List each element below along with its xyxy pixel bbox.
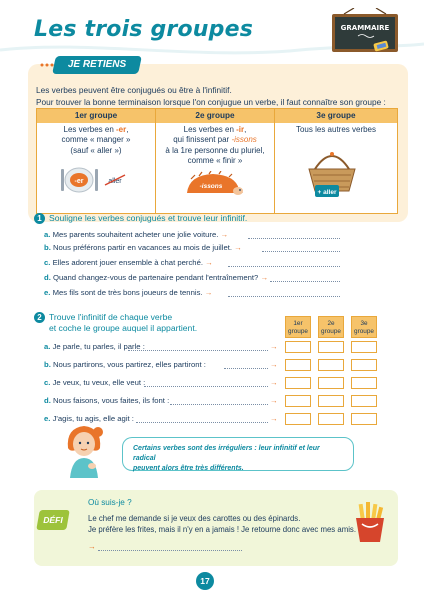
col-head-group-1: 1er groupe xyxy=(285,316,311,338)
ex2-answer-line-d[interactable] xyxy=(170,404,268,405)
defi-answer-line[interactable] xyxy=(98,550,242,551)
intro-line-1: Les verbes peuvent être conjugués ou être à l'infinitif. xyxy=(36,85,232,95)
svg-text:-er: -er xyxy=(74,178,84,185)
chalkboard-icon xyxy=(330,8,400,56)
col-head-group-2: 2e groupe xyxy=(318,316,344,338)
ex1-answer-line-e[interactable] xyxy=(228,296,340,297)
col-divider xyxy=(155,109,156,213)
check-a-group-2[interactable] xyxy=(318,341,344,353)
check-e-group-2[interactable] xyxy=(318,413,344,425)
bubble-line-1: Certains verbes sont des irréguliers : leur infinitif et leur radical xyxy=(133,445,320,462)
check-d-group-2[interactable] xyxy=(318,395,344,407)
exercise-2-title-1: Trouve l'infinitif de chaque verbe xyxy=(49,312,173,322)
group-1-header: 1er groupe xyxy=(37,109,155,123)
check-d-group-1[interactable] xyxy=(285,395,311,407)
ex2-arrow-a: → xyxy=(270,342,278,351)
ex2-item-a: a. Je parle, tu parles, il parle : xyxy=(44,342,145,351)
ex2-item-c: c. Je veux, tu veux, elle veut : xyxy=(44,378,146,387)
exercise-1-title: Souligne les verbes conjugués et trouve leur infinitif. xyxy=(49,213,248,223)
ex1-item-d: d. Quand changez-vous de partenaire pendant l'entraînement? → xyxy=(44,273,269,282)
intro-line-2: Pour trouver la bonne terminaison lorsque l'on conjugue un verbe, il faut connaître son groupe : xyxy=(36,97,386,107)
exercise-2-title-2: et coche le groupe auquel il appartient. xyxy=(49,323,198,333)
ex1-answer-line-a[interactable] xyxy=(248,238,340,239)
check-b-group-3[interactable] xyxy=(351,359,377,371)
groups-table xyxy=(36,108,398,214)
retiens-tag xyxy=(52,56,142,74)
check-e-group-3[interactable] xyxy=(351,413,377,425)
col-divider xyxy=(274,109,275,213)
ex2-arrow-e: → xyxy=(270,414,278,423)
svg-text:aller: aller xyxy=(108,178,122,185)
ex2-answer-line-c[interactable] xyxy=(144,386,268,387)
page-number: 17 xyxy=(196,572,214,590)
ex2-answer-line-b[interactable] xyxy=(224,368,268,369)
check-b-group-2[interactable] xyxy=(318,359,344,371)
plate-icon xyxy=(59,165,133,195)
check-d-group-3[interactable] xyxy=(351,395,377,407)
group-3-text: Tous les autres verbes xyxy=(295,125,377,134)
fries-icon xyxy=(352,502,388,544)
check-a-group-1[interactable] xyxy=(285,341,311,353)
ex1-answer-line-d[interactable] xyxy=(270,281,340,282)
ex1-item-b: b. Nous préférons partir en vacances au mois de juillet. → xyxy=(44,243,242,252)
ex2-arrow-d: → xyxy=(270,396,278,405)
ex2-arrow-b: → xyxy=(270,360,278,369)
ex2-item-d: d. Nous faisons, vous faites, ils font : xyxy=(44,396,170,405)
defi-question: Où suis-je ? xyxy=(88,498,132,507)
hedgehog-icon xyxy=(183,171,245,197)
defi-tag-label: DÉFI xyxy=(43,515,63,525)
grammaire-badge: GRAMMAIRE xyxy=(340,24,390,32)
exercise-1-number: 1 xyxy=(34,213,45,224)
basket-icon xyxy=(301,147,363,199)
ex1-item-e: e. Mes fils sont de très bons joueurs de tennis. → xyxy=(44,288,213,297)
defi-line-2: Je préfère les frites, mais il n'y en a jamais ! Je retourne donc avec mes amis. xyxy=(88,525,356,534)
speech-bubble xyxy=(122,437,354,471)
svg-text:+ aller: + aller xyxy=(317,189,337,196)
defi-answer-arrow: → xyxy=(88,542,96,551)
check-b-group-1[interactable] xyxy=(285,359,311,371)
group-2-header: 2e groupe xyxy=(156,109,274,123)
retiens-tag-label: JE RETIENS xyxy=(67,59,127,70)
bubble-line-2: peuvent alors être très différents. xyxy=(133,465,244,472)
ex1-answer-line-b[interactable] xyxy=(262,251,340,252)
check-c-group-3[interactable] xyxy=(351,377,377,389)
check-c-group-1[interactable] xyxy=(285,377,311,389)
group-2-text: Les verbes en -ir, qui finissent par -issons à la 1re personne du pluriel, comme « finir » xyxy=(165,125,265,166)
ex1-item-c: c. Elles adorent jouer ensemble à chat perché. → xyxy=(44,258,213,267)
exercise-2-number: 2 xyxy=(34,312,45,323)
group-3-header: 3e groupe xyxy=(275,109,397,123)
ex1-answer-line-c[interactable] xyxy=(228,266,340,267)
check-a-group-3[interactable] xyxy=(351,341,377,353)
page-title: Les trois groupes xyxy=(34,17,254,42)
defi-tag xyxy=(36,510,70,530)
tag-dots xyxy=(40,62,54,68)
ex1-item-a: a. Mes parents souhaitent acheter une jolie voiture. → xyxy=(44,230,229,239)
ex2-item-e: e. J'agis, tu agis, elle agit : xyxy=(44,414,134,423)
col-head-group-3: 3e groupe xyxy=(351,316,377,338)
group-1-text: Les verbes en -er, comme « manger » (sauf « aller ») xyxy=(61,125,131,155)
ex2-item-b: b. Nous partirons, vous partirez, elles partiront : xyxy=(44,360,206,369)
svg-text:-issons: -issons xyxy=(199,183,223,190)
defi-line-1: Le chef me demande si je veux des carottes ou des épinards. xyxy=(88,514,301,523)
ex2-answer-line-a[interactable] xyxy=(128,350,268,351)
ex2-arrow-c: → xyxy=(270,378,278,387)
ex2-answer-line-e[interactable] xyxy=(136,422,268,423)
check-e-group-1[interactable] xyxy=(285,413,311,425)
girl-illustration xyxy=(62,422,106,478)
check-c-group-2[interactable] xyxy=(318,377,344,389)
retiens-intro xyxy=(36,84,408,108)
